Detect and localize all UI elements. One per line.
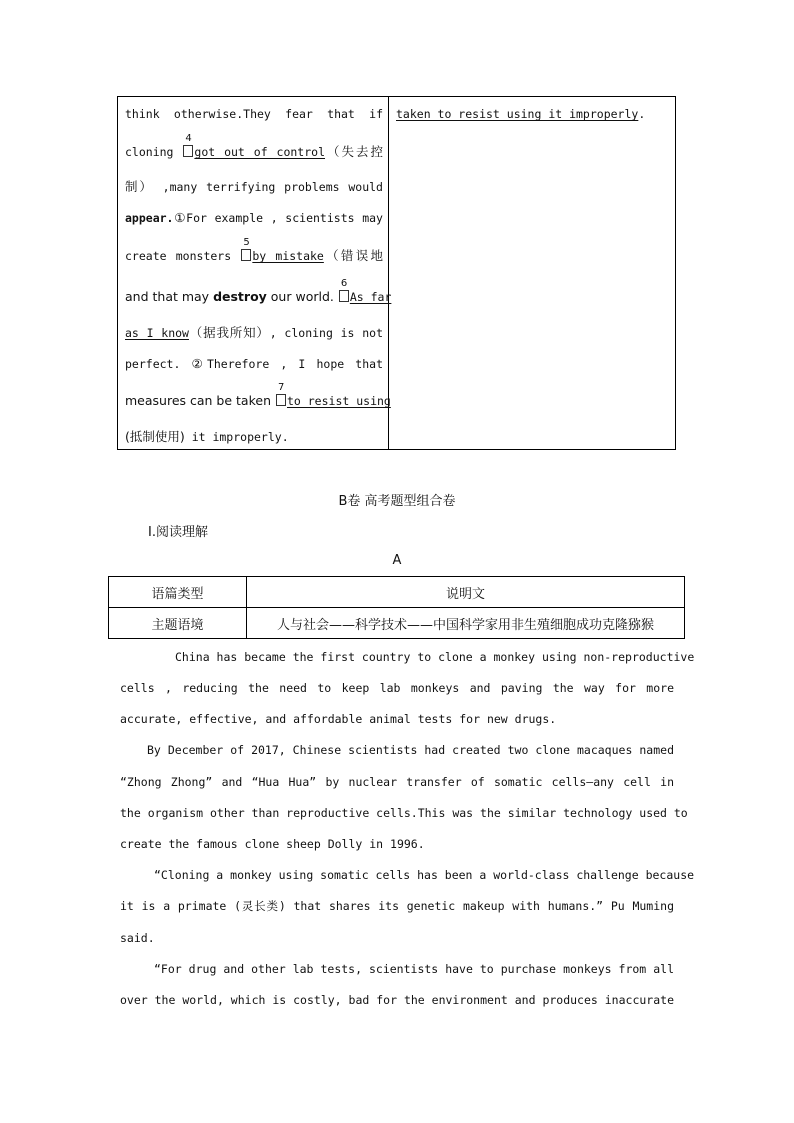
answer-phrase: As far — [349, 290, 392, 304]
info-value: 人与社会——科学技术——中国科学家用非生殖细胞成功克隆猕猴 — [247, 608, 685, 639]
passage-letter: A — [392, 553, 402, 568]
right-cell-line — [396, 106, 670, 122]
answer-text: （失去控 — [325, 144, 384, 159]
answer-line — [125, 179, 383, 195]
answer-line — [125, 325, 383, 341]
answer-text: (抵制使用) — [125, 429, 185, 444]
info-row-context — [109, 608, 685, 639]
answer-text: destroy — [213, 289, 267, 304]
answer-table-right-cell — [389, 97, 675, 449]
answer-line — [125, 278, 392, 305]
answer-text: create monsters — [125, 249, 241, 263]
answer-text: our world. — [266, 289, 338, 304]
passage-line: the organism other than reproductive cells.This was the similar technology used to — [120, 806, 688, 820]
answer-text: （据我所知） — [188, 325, 270, 340]
answer-text: , cloning is not — [269, 326, 383, 340]
answer-text: cloning — [125, 145, 183, 159]
info-value: 说明文 — [247, 577, 685, 608]
answer-text: measures can be taken — [125, 393, 275, 408]
answer-text: perfect. — [125, 357, 192, 371]
answer-line — [125, 133, 384, 160]
answer-text: ① — [173, 210, 187, 225]
blank-box — [241, 237, 251, 261]
answer-text: think otherwise.They fear that if — [125, 107, 383, 121]
passage-line: “Zhong Zhong” and “Hua Hua” by nuclear transfer of somatic cells—any cell in — [120, 775, 674, 789]
answer-phrase: got out of control — [194, 145, 326, 159]
answer-text: appear. — [125, 211, 174, 225]
passage-line: said. — [120, 931, 155, 945]
info-row-type — [109, 577, 685, 608]
answer-line — [125, 429, 383, 445]
passage-line: China has became the first country to clone a monkey using non-reproductive — [175, 650, 695, 664]
blank-box — [339, 278, 349, 302]
answer-phrase: by mistake — [252, 249, 324, 263]
answer-text: （错误地 — [323, 248, 383, 263]
blank-number: 6 — [340, 278, 348, 289]
answer-line — [125, 356, 383, 372]
answer-phrase: as I know — [125, 326, 189, 340]
answer-line — [125, 210, 383, 226]
answer-line — [125, 382, 391, 409]
passage-info-table — [108, 576, 685, 639]
blank-number: 4 — [185, 133, 192, 144]
passage-line: accurate, effective, and affordable animal tests for new drugs. — [120, 712, 557, 726]
blank-box — [276, 382, 286, 406]
volume-title: B卷 高考题型组合卷 — [338, 494, 456, 509]
passage-line: By December of 2017, Chinese scientists had created two clone macaques named — [147, 743, 674, 757]
answer-text: it improperly. — [184, 430, 289, 444]
passage-line: “For drug and other lab tests, scientists have to purchase monkeys from all — [154, 962, 674, 976]
answer-text: 制） — [125, 179, 154, 194]
info-key: 语篇类型 — [109, 577, 247, 608]
answer-text: ② — [191, 356, 207, 371]
right-underlined-text: taken to resist using it improperly — [396, 107, 639, 121]
answer-text: For example , scientists may — [186, 211, 383, 225]
answer-text: Therefore , I hope that — [206, 357, 383, 371]
answer-line — [125, 106, 383, 122]
answer-line — [125, 237, 383, 264]
answer-text: ,many terrifying problems would — [153, 180, 383, 194]
blank-number: 5 — [243, 237, 250, 248]
passage-line: “Cloning a monkey using somatic cells has been a world-class challenge because — [154, 868, 695, 882]
blank-box — [183, 133, 193, 157]
answer-table-left-cell — [118, 97, 392, 449]
answer-table — [117, 96, 676, 450]
info-key: 主题语境 — [109, 608, 247, 639]
section-label: Ⅰ.阅读理解 — [148, 525, 208, 540]
passage-line: over the world, which is costly, bad for the environment and produces inaccurate — [120, 993, 674, 1007]
blank-number: 7 — [277, 382, 285, 393]
answer-phrase: to resist using — [286, 394, 391, 408]
passage-line: create the famous clone sheep Dolly in 1996. — [120, 837, 425, 851]
right-period: . — [638, 107, 646, 121]
answer-text: and that may — [125, 289, 214, 304]
passage-line: it is a primate (灵长类) that shares its genetic makeup with humans.” Pu Muming — [120, 899, 674, 913]
passage-line: cells , reducing the need to keep lab monkeys and paving the way for more — [120, 681, 674, 695]
